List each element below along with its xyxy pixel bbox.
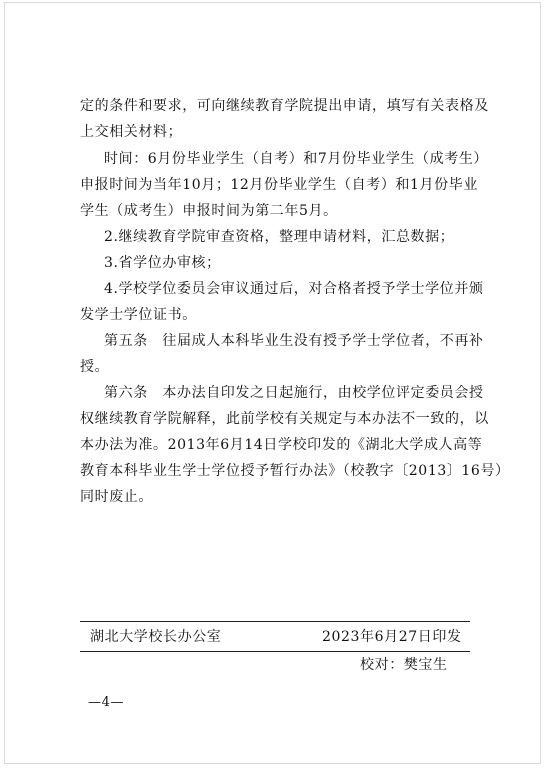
article-five-line: 第五条 往届成人本科毕业生没有授予学士学位者，不再补 (104, 333, 484, 349)
footer-date: 2023年6月27日印发 (322, 629, 462, 645)
page-border (4, 2, 541, 764)
body-line: 同时废止。 (80, 489, 153, 505)
body-line: 授。 (80, 359, 110, 375)
body-line: 定的条件和要求，可向继续教育学院提出申请，填写有关表格及 (80, 98, 489, 114)
body-line: 发学士学位证书。 (80, 307, 197, 323)
footer-rule-bottom (80, 651, 470, 652)
footer-rule-top (80, 621, 470, 622)
body-line: 时间：6月份毕业学生（自考）和7月份毕业学生（成考生） (104, 151, 489, 167)
body-line: 4.学校学位委员会审议通过后，对合格者授予学士学位并颁 (104, 281, 484, 297)
footer-issuer: 湖北大学校长办公室 (90, 629, 222, 645)
body-line: 教育本科毕业生学士学位授予暂行办法》（校教字〔2013〕16号） (80, 463, 510, 479)
body-line: 申报时间为当年10月；12月份毕业学生（自考）和1月份毕业 (80, 177, 478, 193)
footer-proofreader: 校对：樊宝生 (360, 657, 448, 673)
body-line: 本办法为准。2013年6月14日学校印发的《湖北大学成人高等 (80, 437, 483, 453)
body-line: 权继续教育学院解释，此前学校有关规定与本办法不一致的，以 (80, 411, 489, 427)
body-line: 3.省学位办审核； (104, 255, 221, 271)
body-line: 学生（成考生）申报时间为第二年5月。 (80, 203, 338, 219)
page-number: —4— (88, 695, 125, 710)
body-line: 上交相关材料； (80, 124, 183, 140)
body-line: 2.继续教育学院审查资格，整理申请材料，汇总数据； (104, 229, 455, 245)
article-six-line: 第六条 本办法自印发之日起施行，由校学位评定委员会授 (104, 385, 484, 401)
